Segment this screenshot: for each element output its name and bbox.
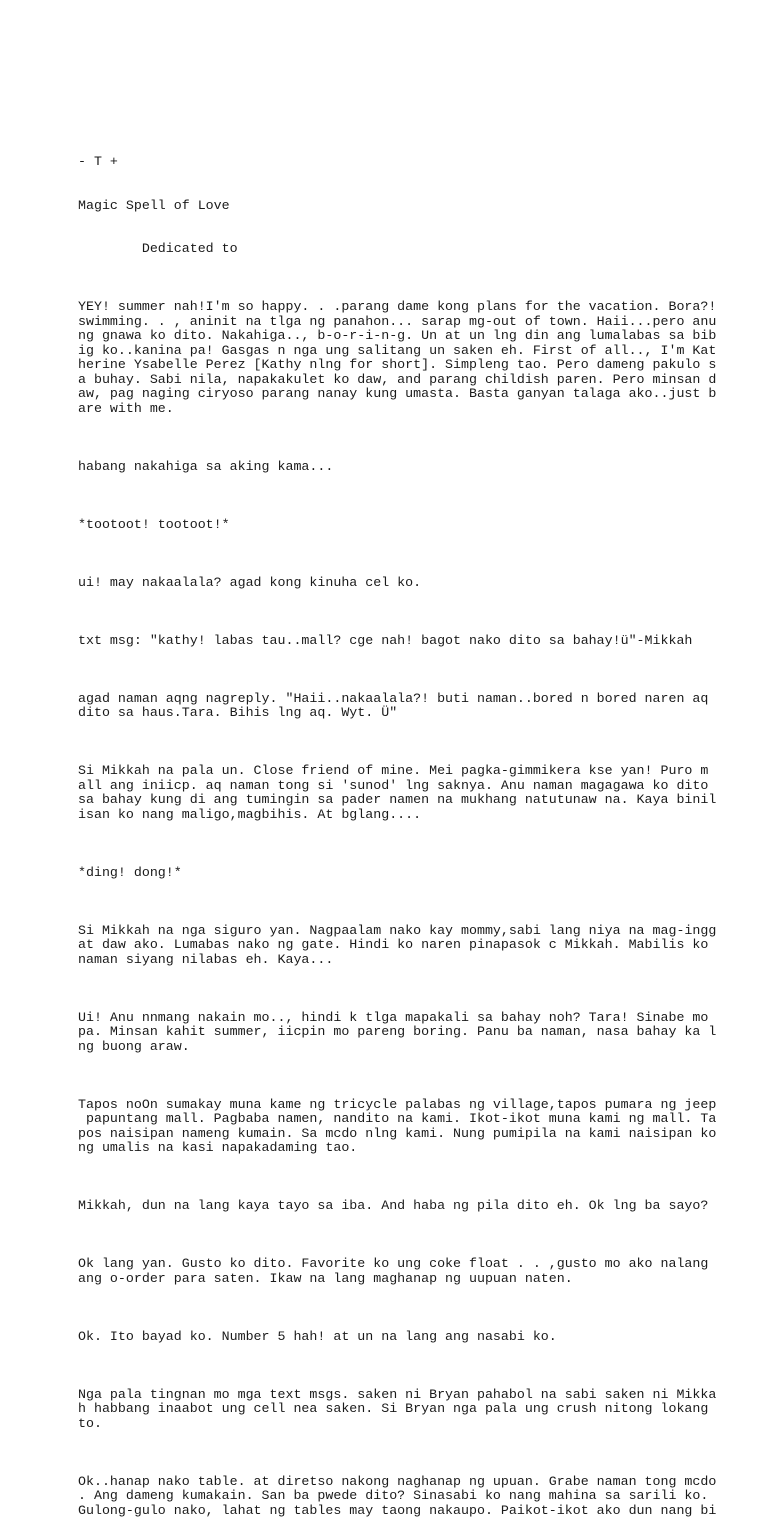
paragraph-1: YEY! summer nah!I'm so happy. . .parang dame kong plans for the vacation. Bora?! swimming. . , aninit na tlga ng panahon... sarap mg-out of town. Haii...pero anu ng gnawa ko dito. Nakahiga.., b-o-r-i-n-g. Un at un lng din ang lumalabas sa bib ig ko..kanina pa! Gasgas n nga ung salitang un saken eh. First of all.., I'm Kat herine Ysabelle Perez [Kathy nlng for short]. Simpleng tao. Pero dameng pakulo s a buhay. Sabi nila, napakakulet ko daw, and parang childish paren. Pero minsan d aw, pag naging ciryoso parang nanay kung umasta. Basta ganyan talaga ako..just b are with me.	[78, 299, 717, 416]
document-title: Magic Spell of Love	[78, 197, 230, 213]
paragraph-7: Si Mikkah na pala un. Close friend of mine. Mei pagka-gimmikera kse yan! Puro m all ang iniicp. aq naman tong si 'sunod' lng saknya. Anu naman magagawa ko dito sa bahay kung di ang tumingin sa pader namen na mukhang natutunaw na. Kaya binil isan ko nang maligo,magbihis. At bglang....	[78, 763, 717, 822]
paragraph-12: Mikkah, dun na lang kaya tayo sa iba. And haba ng pila dito eh. Ok lng ba sayo?	[78, 1198, 709, 1213]
paragraph-9: Si Mikkah na nga siguro yan. Nagpaalam nako kay mommy,sabi lang niya na mag-ingg at daw ako. Lumabas nako ng gate. Hindi ko naren pinapasok c Mikkah. Mabilis ko naman siyang nilabas eh. Kaya...	[78, 922, 717, 967]
paragraph-13: Ok lang yan. Gusto ko dito. Favorite ko ung coke float . . ,gusto mo ako nalang ang o-order para saten. Ikaw na lang maghanap ng uupuan naten.	[78, 1256, 709, 1286]
paragraph-5: txt msg: "kathy! labas tau..mall? cge nah! bagot nako dito sa bahay!ü"-Mikkah	[78, 632, 693, 648]
dedication-line: Dedicated to	[78, 241, 238, 256]
paragraph-4: ui! may nakaalala? agad kong kinuha cel ko.	[78, 574, 422, 590]
document-page	[78, 68, 758, 1533]
paragraph-3: *tootoot! tootoot!*	[78, 516, 230, 532]
paragraph-10: Ui! Anu nnmang nakain mo.., hindi k tlga mapakali sa bahay noh? Tara! Sinabe mo pa. Minsan kahit summer, iicpin mo pareng boring. Panu ba naman, nasa bahay ka l ng buong araw.	[78, 1009, 717, 1054]
paragraph-14: Ok. Ito bayad ko. Number 5 hah! at un na lang ang nasabi ko.	[78, 1328, 557, 1344]
paragraph-15: Nga pala tingnan mo mga text msgs. saken ni Bryan pahabol na sabi saken ni Mikka h habbang inaabot ung cell nea saken. Si Bryan nga pala ung crush nitong lokang to.	[78, 1386, 717, 1431]
missing-glyph-icon	[78, 97, 758, 112]
paragraph-16: Ok..hanap nako table. at diretso nakong naghanap ng upuan. Grabe naman tong mcdo . Ang dameng kumakain. San ba pwede dito? Sinasabi ko nang mahina sa sarili ko. Gulong-gulo nako, lahat ng tables may taong nakaupo. Paikot-ikot ako dun nang bi	[78, 1473, 717, 1518]
paragraph-2: habang nakahiga sa aking kama...	[78, 458, 334, 474]
paragraph-11: Tapos noOn sumakay muna kame ng tricycle palabas ng village,tapos pumara ng jeep papuntang mall. Pagbaba namen, nandito na kami. Ikot-ikot muna kami ng mall. Ta pos naisipan nameng kumain. Sa mcdo nlng kami. Nung pumipila na kami naisipan ko ng umalis na kasi napakadaming tao.	[78, 1096, 717, 1155]
paragraph-6: agad naman aqng nagreply. "Haii..nakaalala?! buti naman..bored n bored naren aq dito sa haus.Tara. Bihis lng aq. Wyt. Ü"	[78, 690, 709, 720]
header-line-1: - T +	[78, 154, 118, 169]
paragraph-8: *ding! dong!*	[78, 864, 182, 880]
